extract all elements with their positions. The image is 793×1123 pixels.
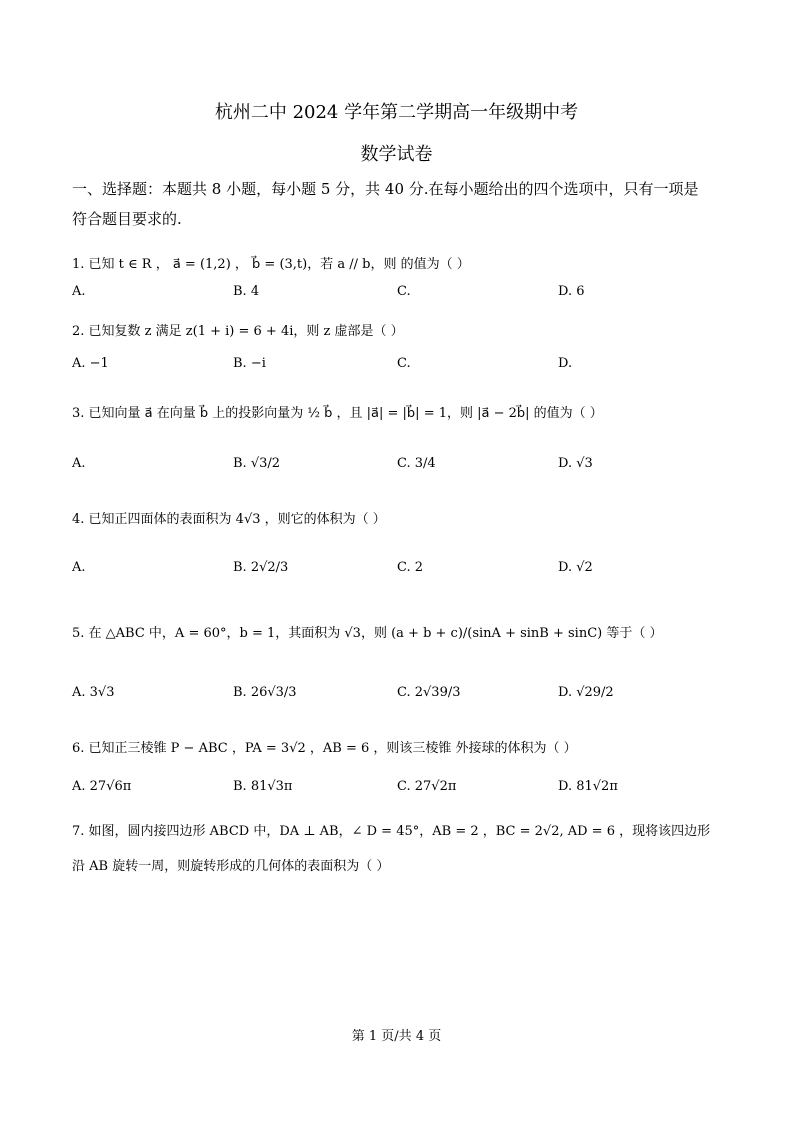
question-1-stem: 1. 已知 t ∈ R ， a⃗ = (1,2) ， b⃗ = (3,t)，若 a // b，则 的值为（ ） <box>72 257 470 272</box>
question-2-option-a: A. −1 <box>72 356 109 371</box>
question-6-stem: 6. 已知正三棱锥 P − ABC ，PA = 3√2 ，AB = 6 ，则该三棱锥 外接球的体积为（ ） <box>72 741 577 756</box>
question-1-option-c: C. <box>397 284 411 299</box>
question-3-option-b: B. √3/2 <box>233 456 281 471</box>
question-1-option-b: B. 4 <box>233 284 260 299</box>
question-4-option-c: C. 2 <box>397 560 424 575</box>
exam-subtitle: 数学试卷 <box>360 144 433 165</box>
question-4-option-a: A. <box>72 560 86 575</box>
question-6-option-d: D. 81√2π <box>558 779 618 794</box>
question-5-option-c: C. 2√39/3 <box>397 685 461 700</box>
question-1-option-a: A. <box>72 284 86 299</box>
question-5-option-b: B. 26√3/3 <box>233 685 297 700</box>
question-3-option-d: D. √3 <box>558 456 593 471</box>
question-2-option-c: C. <box>397 356 411 371</box>
question-4-option-b: B. 2√2/3 <box>233 560 289 575</box>
question-2-option-b: B. −i <box>233 356 266 371</box>
question-1-option-d: D. 6 <box>558 284 585 299</box>
question-6-option-b: B. 81√3π <box>233 779 293 794</box>
question-5-option-a: A. 3√3 <box>72 685 115 700</box>
question-4-stem: 4. 已知正四面体的表面积为 4√3 ，则它的体积为（ ） <box>72 512 386 527</box>
question-7-stem-line1: 7. 如图，圆内接四边形 ABCD 中，DA ⊥ AB，∠ D = 45°，AB = 2 ，BC = 2√2, AD = 6 ，现将该四边形 <box>72 824 711 839</box>
section-heading-line1: 一、选择题：本题共 8 小题，每小题 5 分，共 40 分.在每小题给出的四个选项中，只有一项是 <box>72 180 699 198</box>
question-3-stem: 3. 已知向量 a⃗ 在向量 b⃗ 上的投影向量为 ½ b⃗ ，且 |a⃗| = |b⃗| = 1，则 |a⃗ − 2b⃗| 的值为（ ） <box>72 406 603 421</box>
question-3-option-a: A. <box>72 456 86 471</box>
question-5-stem: 5. 在 △ABC 中，A = 60°，b = 1，其面积为 √3，则 (a + b + c)/(sinA + sinB + sinC) 等于（ ） <box>72 626 663 641</box>
question-2-stem: 2. 已知复数 z 满足 z(1 + i) = 6 + 4i，则 z 虚部是（ ） <box>72 324 404 339</box>
question-2-option-d: D. <box>558 356 573 371</box>
exam-title: 杭州二中 2024 学年第二学期高一年级期中考 <box>214 102 579 123</box>
question-3-option-c: C. 3/4 <box>397 456 436 471</box>
question-6-option-c: C. 27√2π <box>397 779 457 794</box>
question-5-option-d: D. √29/2 <box>558 685 614 700</box>
section-heading-line2: 符合题目要求的. <box>72 210 182 228</box>
question-6-option-a: A. 27√6π <box>72 779 132 794</box>
question-4-option-d: D. √2 <box>558 560 593 575</box>
page-footer: 第 1 页/共 4 页 <box>351 1029 442 1044</box>
question-7-stem-line2: 沿 AB 旋转一周，则旋转形成的几何体的表面积为（ ） <box>72 859 390 874</box>
